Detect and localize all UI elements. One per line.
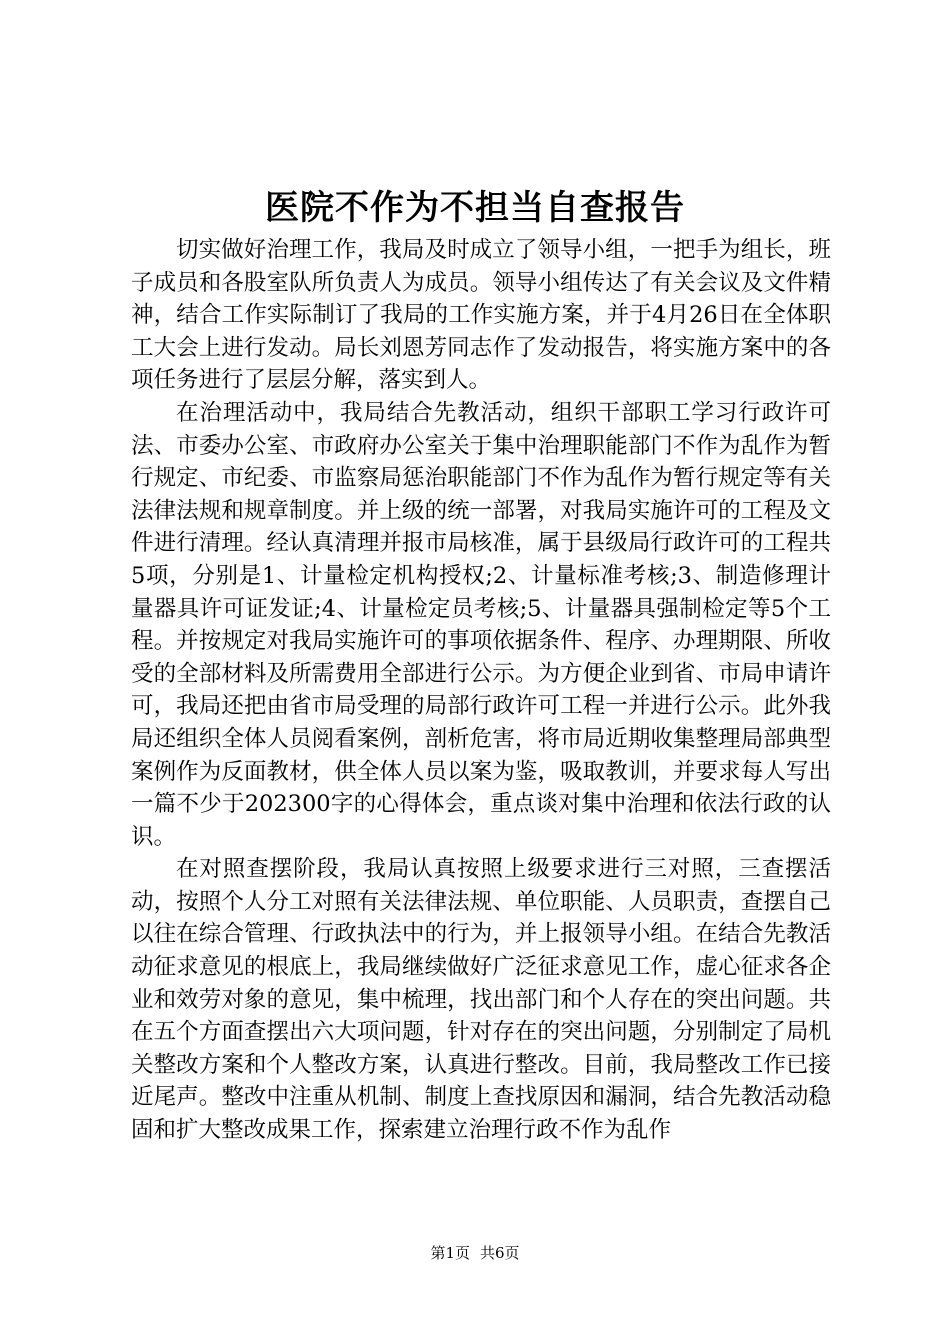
document-title: 医院不作为不担当自查报告 — [265, 188, 685, 228]
page-footer — [0, 1243, 950, 1263]
page-total: 共6页 — [480, 1244, 520, 1262]
paragraph-1: 切实做好治理工作，我局及时成立了领导小组，一把手为组长，班子成员和各股室队所负责人为成员。领导小组传达了有关会议及文件精神，结合工作实际制订了我局的工作实施方案，并于4月26日在全体职工大会上进行发动。局长刘恩芳同志作了发动报告，将实施方案中的各项任务进行了层层分解，落实到人。 — [131, 237, 831, 394]
paragraph-3: 在对照查摆阶段，我局认真按照上级要求进行三对照，三查摆活动，按照个人分工对照有关法律法规、单位职能、人员职责，查摆自己以往在综合管理、行政执法中的行为，并上报领导小组。在结合先教活动征求意见的根底上，我局继续做好广泛征求意见工作，虚心征求各企业和效劳对象的意见，集中梳理，找出部门和个人存在的突出问题。共在五个方面查摆出六大项问题，针对存在的突出问题，分别制定了局机关整改方案和个人整改方案，认真进行整改。目前，我局整改工作已接近尾声。整改中注重从机制、制度上查找原因和漏洞，结合先教活动稳固和扩大整改成果工作，探索建立治理行政不作为乱作 — [131, 856, 831, 1144]
document-body — [131, 234, 831, 1147]
page-number: 第1页 — [430, 1244, 470, 1262]
paragraph-2: 在治理活动中，我局结合先教活动，组织干部职工学习行政许可法、市委办公室、市政府办公室关于集中治理职能部门不作为乱作为暂行规定、市纪委、市监察局惩治职能部门不作为乱作为暂行规定等有关法律法规和规章制度。并上级的统一部署，对我局实施许可的工程及文件进行清理。经认真清理并报市局核准，属于县级局行政许可的工程共5项，分别是1、计量检定机构授权;2、计量标准考核;3、制造修理计量器具许可证发证;4、计量检定员考核;5、计量器具强制检定等5个工程。并按规定对我局实施许可的事项依据条件、程序、办理期限、所收受的全部材料及所需费用全部进行公示。为方便企业到省、市局申请许可，我局还把由省市局受理的局部行政许可工程一并进行公示。此外我局还组织全体人员阅看案例，剖析危害，将市局近期收集整理局部典型案例作为反面教材，供全体人员以案为鉴，吸取教训，并要求每人写出一篇不少于202300字的心得体会，重点谈对集中治理和依法行政的认识。 — [131, 399, 831, 850]
